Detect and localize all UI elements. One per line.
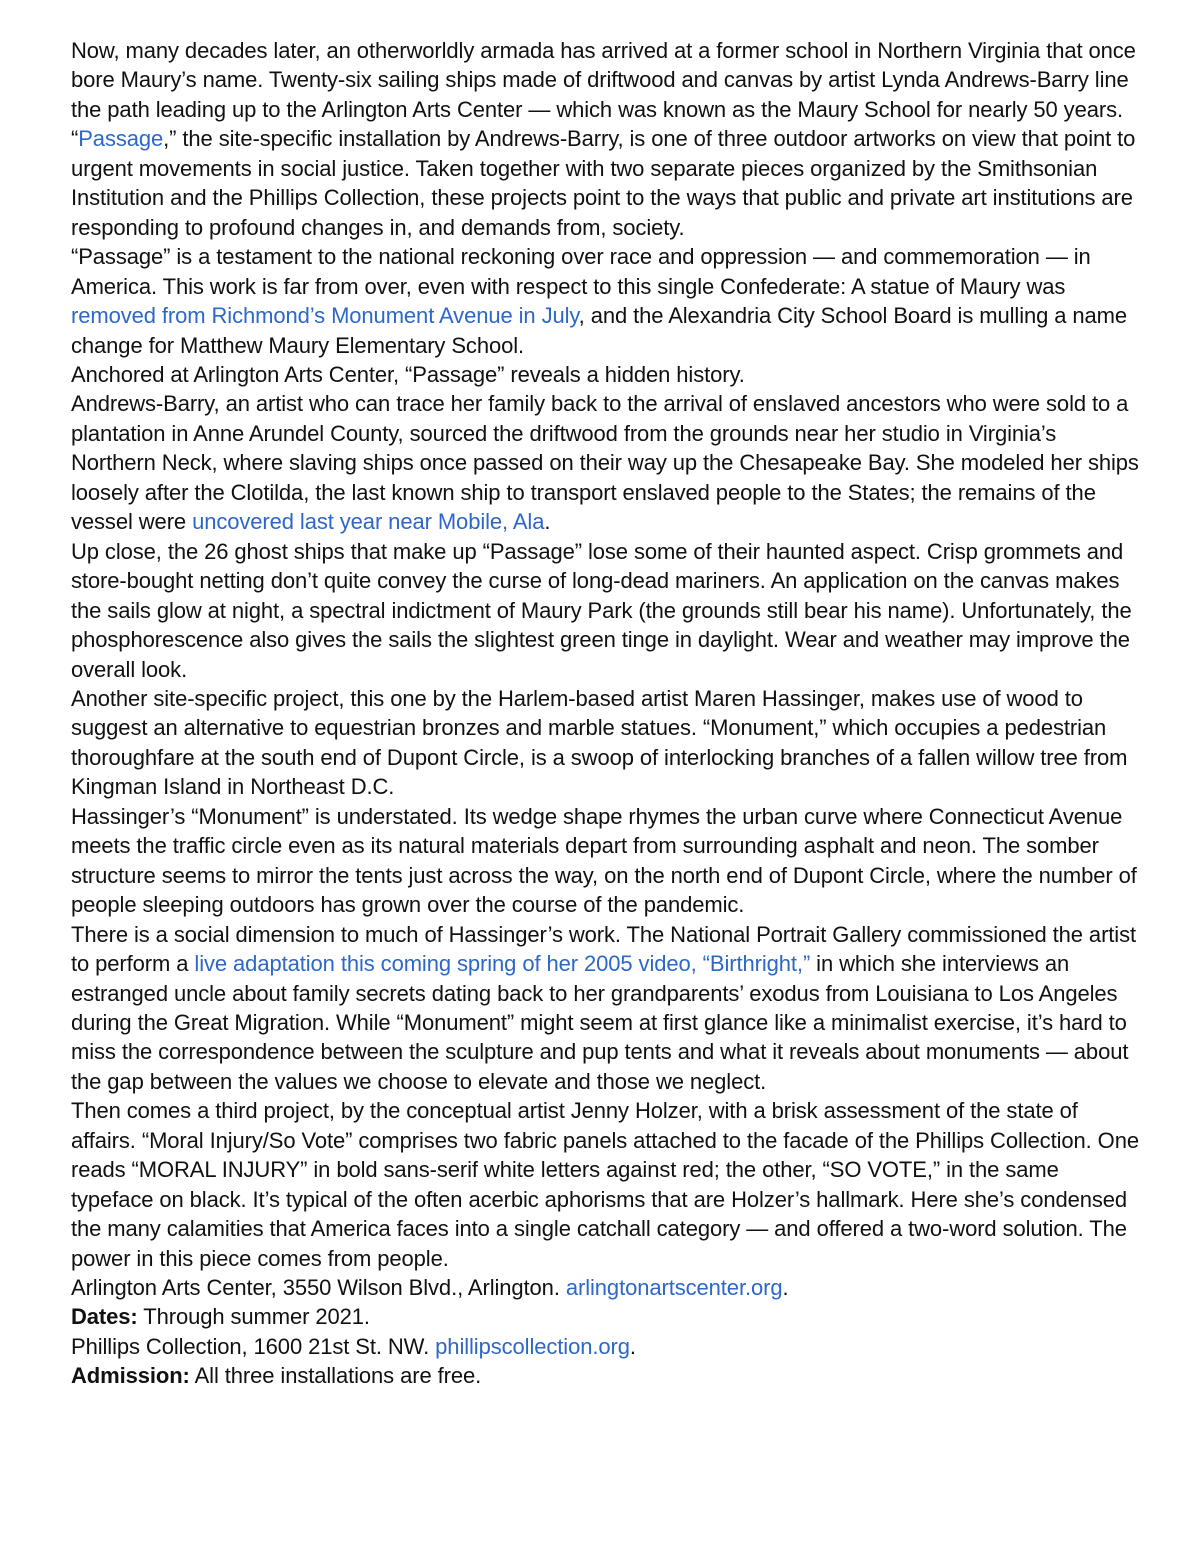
paragraph: [71, 124, 1140, 242]
paragraph-text: Then comes a third project, by the conceptual artist Jenny Holzer, with a brisk assessment of the state of affairs. “Moral Injury/So Vote” comprises two fabric panels attached to the facade of the Phillips Collection. One reads “MORAL INJURY” in bold sans-serif white letters against red; the other, “SO VOTE,” in the same typeface on black. It’s typical of the often acerbic aphorisms that are Holzer’s hallmark. Here she’s condensed the many calamities that America faces into a single catchall category — and offered a two-word solution. The power in this piece comes from people.: [71, 1098, 1139, 1271]
paragraph-text: “: [71, 126, 79, 152]
paragraph: [71, 360, 1140, 389]
arlington-website-link[interactable]: arlingtonartscenter.org: [565, 1275, 783, 1301]
info-arlington: [71, 1273, 1140, 1302]
paragraph-text: There is a social dimension to much of Hassinger’s work. The National Portrait Gallery commissioned the artist to perform a: [71, 921, 1137, 977]
paragraph: [71, 242, 1140, 360]
paragraph-text: ,” the site-specific installation by Andrews-Barry, is one of three outdoor artworks on view that point to urgent movements in social justice. Taken together with two separate pieces organized by the Smithsonian Institution and the Phillips Collection, these projects point to the ways that public and private art institutions are responding to profound changes in, and demands from, society.: [71, 126, 1136, 240]
admission-label: Admission:: [71, 1363, 190, 1389]
info-text: .: [782, 1275, 789, 1301]
paragraph-text: , and the Alexandria City School Board is mulling a name change for Matthew Maury Elementary School.: [71, 303, 1128, 358]
info-dates: [71, 1302, 1140, 1331]
birthright-link[interactable]: live adaptation this coming spring of her 2005 video, “Birthright,”: [194, 951, 811, 977]
paragraph-text: “Passage” is a testament to the national reckoning over race and oppression — and commemoration — in America. This work is far from over, even with respect to this single Confederate: A statue of Maury was: [71, 244, 1091, 299]
paragraph: [71, 802, 1140, 920]
paragraph-text: Andrews-Barry, an artist who can trace her family back to the arrival of enslaved ancestors who were sold to a plantation in Anne Arundel County, sourced the driftwood from the grounds near her studio in Virginia’s Northern Neck, where slaving ships once passed on their way up the Chesapeake Bay. She modeled her ships loosely after the Clotilda, the last known ship to transport enslaved people to the States; the remains of the vessel were: [71, 391, 1139, 535]
info-text: Phillips Collection, 1600 21st St. NW.: [71, 1333, 436, 1359]
paragraph: [71, 36, 1140, 124]
paragraph-text: Another site-specific project, this one by the Harlem-based artist Maren Hassinger, makes use of wood to suggest an alternative to equestrian bronzes and marble statues. “Monument,” which occupies a pedestrian thoroughfare at the south end of Dupont Circle, is a swoop of interlocking branches of a fallen willow tree from Kingman Island in Northeast D.C.: [71, 685, 1128, 800]
paragraph: [71, 537, 1140, 684]
paragraph: [71, 684, 1140, 802]
clotilda-link[interactable]: uncovered last year near Mobile, Ala: [192, 509, 545, 535]
passage-link[interactable]: Passage: [78, 126, 164, 152]
admission-value: All three installations are free.: [189, 1363, 482, 1389]
dates-label: Dates:: [71, 1304, 138, 1330]
paragraph-text: in which she interviews an estranged uncle about family secrets dating back to her grandparents’ exodus from Louisiana to Los Angeles during the Great Migration. While “Monument” might seem at first glance like a minimalist exercise, it’s hard to miss the correspondence between the sculpture and pup tents and what it reveals about monuments — about the gap between the values we choose to elevate and those we neglect.: [71, 951, 1129, 1094]
paragraph-text: Hassinger’s “Monument” is understated. Its wedge shape rhymes the urban curve where Connecticut Avenue meets the traffic circle even as its natural materials depart from surrounding asphalt and neon. The somber structure seems to mirror the tents just across the way, on the north end of Dupont Circle, where the number of people sleeping outdoors has grown over the course of the pandemic.: [71, 803, 1137, 918]
info-phillips: [71, 1332, 1140, 1361]
paragraph-text: Anchored at Arlington Arts Center, “Passage” reveals a hidden history.: [71, 361, 745, 387]
info-text: Arlington Arts Center, 3550 Wilson Blvd., Arlington.: [71, 1275, 566, 1301]
monument-avenue-link[interactable]: removed from Richmond’s Monument Avenue in July: [71, 303, 579, 329]
paragraph: [71, 389, 1140, 536]
info-text: .: [629, 1333, 636, 1359]
dates-value: Through summer 2021.: [137, 1304, 370, 1330]
phillips-website-link[interactable]: phillipscollection.org: [435, 1333, 630, 1359]
paragraph: [71, 1096, 1140, 1273]
paragraph-text: Up close, the 26 ghost ships that make up “Passage” lose some of their haunted aspect. Crisp grommets and store-bought netting don’t quite convey the curse of long-dead mariners. An application on the canvas makes the sails glow at night, a spectral indictment of Maury Park (the grounds still bear his name). Unfortunately, the phosphorescence also gives the sails the slightest green tinge in daylight. Wear and weather may improve the overall look.: [71, 538, 1132, 682]
paragraph-text: Now, many decades later, an otherworldly armada has arrived at a former school in Northern Virginia that once bore Maury’s name. Twenty-six sailing ships made of driftwood and canvas by artist Lynda Andrews-Barry line the path leading up to the Arlington Arts Center — which was known as the Maury School for nearly 50 years.: [71, 38, 1136, 122]
paragraph: [71, 920, 1140, 1097]
info-admission: [71, 1361, 1140, 1390]
paragraph-text: .: [544, 509, 551, 535]
